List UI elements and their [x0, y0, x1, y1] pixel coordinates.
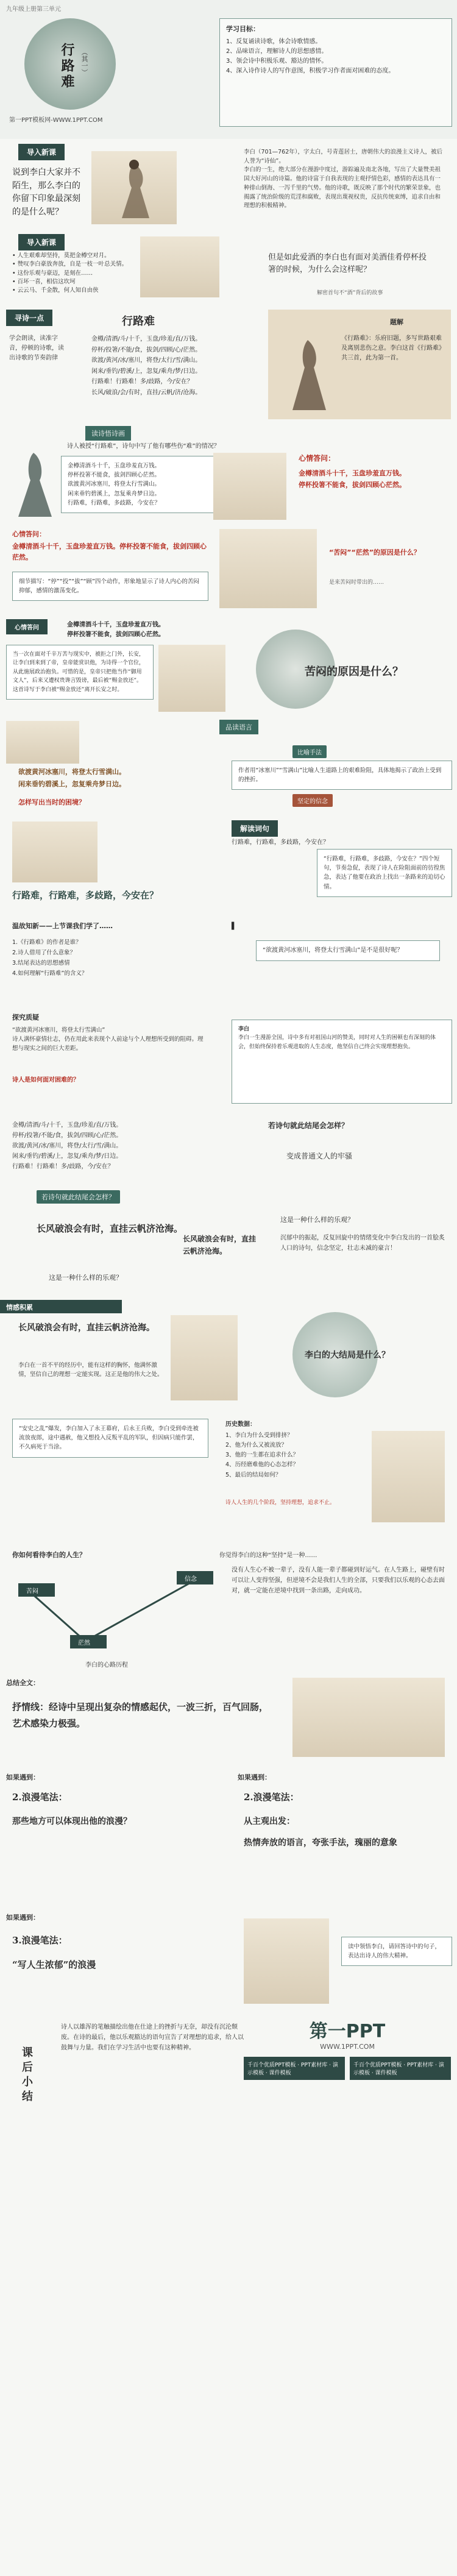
slide-20	[0, 2010, 457, 2576]
brand-logo: 第一PPT	[309, 2021, 386, 2042]
explain-text: 李白在一首不平的经历中，能有这样的胸怀，他满怀激情，坚信自己的理想一定能实现。这正是他的伟大之处。	[18, 1362, 163, 1378]
heart-title: 心情答问：	[12, 530, 46, 538]
slide-13	[0, 1208, 457, 1301]
slide-5	[0, 422, 457, 524]
section-tag: 读诗悟诗画	[85, 426, 131, 441]
slide-19	[0, 1906, 457, 2011]
slide-6	[0, 523, 457, 616]
section-tag: 寻诗一点	[6, 310, 52, 326]
summary-line-2: 2.浪漫笔法：	[244, 1792, 299, 1803]
brush-line: 长风破浪会有时，直挂云帆济沧海。	[18, 1323, 155, 1333]
belief-chip: 坚定的信念	[292, 794, 333, 807]
section-tag: 导入新课	[18, 234, 65, 250]
scroll-painting	[268, 310, 451, 419]
question-text: 这是一种什么样的乐观？	[49, 1274, 122, 1282]
poet-painting	[244, 1918, 329, 2004]
poem-with-pauses: 金樽/清酒/斗/十千，玉盘/珍羞/直/万钱。 停杯/投箸/不能/食，拔剑/四顾/心/茫然。 欲渡/黄河/冰/塞川，将登/太行/雪/满山。 闲来/垂钓/碧溪/上，忽复/乘舟/梦/日边。 行路难！行路难！多/歧路，今/安在？ 长风/破浪/会/有时，直挂/云帆/济/沧海。	[91, 336, 202, 396]
poem-lines: 金樽清酒斗十千，玉盘珍羞直万钱。 停杯投箸不能食，拔剑四顾心茫然。	[67, 622, 165, 638]
explain-box: “行路难，行路难，多歧路，今安在？”四个短句，节奏急促，表现了诗人在险阻面前的彷徨焦急，表达了他要在政治上找出一条路来的迫切心情。	[317, 849, 452, 897]
poet-figure-icon	[91, 151, 177, 224]
brand-sub: WWW.1PPT.COM	[320, 2043, 375, 2051]
li-bai-intro: 李白（701—762年），字太白，号青莲居士，唐朝伟大的浪漫主义诗人，被后人誉为“诗仙”。 李白的一生，绝大部分在漫游中度过，游踪遍及南北各地，写出了大量赞美祖国大好河山的诗篇。他的诗富于自我表现的主观抒情色彩，感情的表达具有一种排山倒海、一泻千里的气势。他的诗歌，既反映了那个时代的繁荣景象，也揭露了统治阶级的荒淫和腐败，表现出蔑视权贵，反抗传统束缚，追求自由和理想的积极精神。	[244, 149, 443, 210]
slide-1	[0, 0, 457, 140]
slide-15	[0, 1407, 457, 1545]
goals-title: 学习目标：	[226, 25, 260, 33]
answer-right: 变成普通文人的牢骚	[286, 1152, 353, 1160]
summary-text-2: 从主观出发：	[244, 1817, 295, 1826]
highlight-line-1: 欲渡黄河冰塞川，将登太行雪满山。	[18, 768, 126, 776]
big-question: 李白的大结局是什么？	[305, 1350, 390, 1360]
heart-lines: 金樽清酒斗十千，玉盘珍羞直万钱。 停杯投箸不能食，拔剑四顾心茫然。	[299, 469, 406, 489]
mood-caption: 李白的心路历程	[85, 1662, 128, 1669]
summary-line: 2.浪漫笔法：	[12, 1792, 68, 1803]
background-box: 当一次在面对千辛万苦与现实中，被拒之门外，长安， 让李白到来到了帝，皇帝能赏识他，为诗得一个官位，从此施展政治抱负。可惜的是，皇帝只把他当作“御用文人”，后来又遭权贵谗言毁谤，最后被“赐金放还”。这首诗写于李白被“赐金放还”离开长安之时。	[6, 645, 154, 700]
section-tag: 解读词句	[232, 820, 278, 837]
brush-line: 长风破浪会有时，直挂云帆济沧海。	[37, 1223, 183, 1234]
section-tag: 探究质疑	[12, 1013, 39, 1021]
reason-question: “苦闷”“茫然”的原因是什么？	[329, 548, 420, 556]
brush-line: 行路难，行路难，多歧路，今安在？	[12, 890, 159, 901]
next-section-tag: ▌	[232, 922, 237, 930]
brand-mini-2: 千百个优质PPT模板 · PPT素材库 · 演示模板 · 课件模板	[350, 2057, 451, 2080]
note-box: 读中领悟李白，请回答诗中的句子，表达出诗人的伟大精神。	[341, 1937, 452, 1966]
brand-area	[244, 2016, 451, 2089]
question-line: 行路难，行路难，多歧路，今安在？	[232, 839, 329, 846]
section-tag: 如果遇到：	[6, 1914, 40, 1921]
brush-line-2: 长风破浪会有时，直挂云帆济沧海。	[183, 1235, 257, 1256]
slide-3	[0, 230, 457, 305]
box-text: 李白一生漫游全国，诗中多有对祖国山河的赞美，同时对人生的困顿也有深刻的体会，但始终保持着乐观进取的人生态度，他坚信自己终会实现理想抱负。	[238, 1035, 436, 1050]
section-tag: 如果遇到：	[6, 1773, 40, 1781]
scroll-text: 《行路难》：乐府旧题，多写世路艰难及离别悲伤之意。李白这首《行路难》共三首，此为第一首。	[341, 335, 445, 361]
slide-9	[0, 815, 457, 917]
explore-note: 诗人是如何面对困难的？	[12, 1077, 79, 1084]
brand-mini-1: 千百个优质PPT模板 · PPT素材库 · 演示模板 · 课件模板	[244, 2057, 345, 2080]
section-tag: 心情答问	[6, 619, 48, 634]
section-tag: 品读语言	[219, 720, 258, 734]
question-text: 怎样写出当时的困境？	[18, 798, 85, 806]
question-text: 你如何看待李白的人生？	[12, 1551, 86, 1559]
answer-text: 沉郁中的振起，反复回旋中的情绪变化中李白发出的一首脍炙人口的诗句，信念坚定，壮志未减的豪言！	[280, 1235, 445, 1252]
summary-line: 3.浪漫笔法：	[12, 1935, 68, 1946]
poet-painting	[219, 529, 317, 608]
review-list: 1.《行路难》的作者是谁？ 2.诗人借用了什么意象？ 3.结尾表达的思想感情 4.如何理解“行路难”的含义？	[12, 939, 88, 978]
intro-list: • 人生艰难却坚持，莫把金樽空对月。 • 赞叹李白豪放奔放，自是一枝一叶总关情。 • 这份乐观与豪迈，是刻在…… • 百坏一喜，相信这坎坷 • 云云马、千金散，何人知自由侠	[12, 252, 128, 294]
intro-question: 说到李白大家并不陌生，那么李白的你留下印象最深刻的是什么呢？	[12, 168, 80, 218]
poem-question: 但是如此爱酒的李白也有面对美酒佳肴停杯投箸的时候，为什么会这样呢？	[268, 253, 427, 274]
explore-text: “欲渡黄河冰塞川，将登太行雪满山” 诗人满怀豪情壮志，仍在用此来表现个人前途与个人理想所受到的阻碍。理想与现实之间的巨大差距。	[12, 1027, 204, 1052]
heart-title: 心情答问：	[299, 454, 336, 463]
summary-question: 那些地方可以体现出他的浪漫？	[12, 1817, 132, 1826]
reflection-text: 没有人生心不被一辈子，没有人能一辈子都碰到好运气。在人生路上，碰壁有时可以让人变得坚强，但逆境不会是我们人生的全部，只要我们以乐观的心态去面对，就一定能在逆境中找到一条出路，走向成功。	[232, 1567, 445, 1594]
landscape-painting	[6, 721, 79, 764]
history-list: 1、李白为什么受到排挤？ 2、他为什么又被流放？ 3、他的一生都在追求什么？ 4、历经磨难他的心态怎样？ 5、最后的结局如何？	[225, 1432, 299, 1478]
poet-painting	[213, 453, 286, 520]
slide-7	[0, 614, 457, 716]
question-right: 若诗句就此结尾会怎样？	[268, 1121, 349, 1130]
poet-painting	[12, 821, 97, 882]
slide-16	[0, 1544, 457, 1673]
poem-box: 金樽清酒斗十千，玉盘珍羞直万钱。 停杯投箸不能食，拔剑四顾心茫然。 欲渡黄河冰塞川，将登太行雪满山。 闲来垂钓碧溪上，忽复乘舟梦日边。 行路难，行路难，多歧路，今安在？	[61, 456, 214, 513]
section-tag: 总结全文：	[6, 1679, 40, 1687]
box-title: 李白	[238, 1026, 250, 1032]
section-tag-2: 如果遇到：	[238, 1773, 271, 1781]
li-bai-painting	[91, 151, 177, 224]
slide-17	[0, 1672, 457, 1767]
section-tag: 导入新课	[18, 144, 65, 160]
poem-title: 行路难	[122, 315, 155, 328]
li-bai-box	[232, 1020, 452, 1104]
bubble-text: 是来苦闷时带出的……	[329, 580, 384, 586]
mood-label-1: 苦闷	[26, 1588, 38, 1595]
poem-lines: 金樽/清酒/斗/十千，玉盘/珍羞/直/万钱。 停杯/投箸/不能/食，拔剑/四顾/心/茫然。 欲渡/黄河/冰/塞川，将登/太行/雪/满山。 闲来/垂钓/碧溪/上，忽复/乘舟/梦/日边。 行路难！行路难！多/歧路，今/安在？	[12, 1122, 122, 1170]
highlight-lines: 金樽清酒斗十千，玉盘珍羞直万钱。停杯投箸不能食，拔剑四顾心茫然。	[12, 542, 207, 561]
caption-text: 解密首句不“酒”背后的故事	[317, 290, 383, 296]
poet-painting	[158, 645, 225, 712]
summary-text-3: 热情奔放的语言，夸张手法，瑰丽的意象	[244, 1838, 397, 1848]
scroll-title: 题解	[390, 318, 403, 326]
poem-subtitle: （其一）	[80, 49, 88, 76]
learning-goals-box	[219, 18, 452, 127]
list-title: 历史数据：	[225, 1421, 256, 1428]
drinking-painting	[140, 236, 219, 297]
mood-label-2: 茫然	[78, 1640, 90, 1647]
poet-figure-icon	[9, 447, 58, 520]
review-bubble: “欲渡黄河冰塞川，将登太行雪满山”是不是很好呢？	[256, 940, 440, 961]
summary-quote: “写人生浓郁”的浪漫	[12, 1959, 96, 1970]
highlight-line-2: 闲来垂钓碧溪上，忽复乘舟梦日边。	[18, 780, 126, 788]
poet-painting	[372, 1431, 445, 1522]
slide-8	[0, 715, 457, 817]
mood-line	[30, 1580, 195, 1641]
mood-label-3: 信念	[185, 1576, 197, 1583]
slide-10	[0, 916, 457, 1009]
mood-chart	[12, 1568, 219, 1666]
slide-18	[0, 1766, 457, 1907]
slide-12	[0, 1108, 457, 1210]
sidebar-title: 课后小结	[20, 2046, 33, 2105]
bubble-text: 你觉得李白的这种“坚持”是一种……	[219, 1552, 317, 1559]
closing-text: 诗人以雄浑的笔触描绘出他在仕途上的挫折与无奈，却没有沉沦颓废。在诗的最后，他以乐观豁达的语句宣告了对理想的追求，给人以鼓舞与力量。我们在学习生活中也要有这种精神。	[61, 2024, 244, 2051]
list-note: 诗人人生的几个阶段，坚持理想，追求不止。	[225, 1500, 336, 1506]
question-text: 诗人被授“行路难”，诗句中写了他有哪些伤“难”的情况？	[67, 443, 220, 450]
question-right: 这是一种什么样的乐观？	[280, 1216, 354, 1224]
summary-text: 抒情线：经诗中呈现出复杂的情感起伏，一波三折，百气回肠，艺术感染力极强。	[12, 1701, 269, 1729]
review-title: 温故知新——上节课我们学了……	[12, 922, 113, 930]
big-question: 苦闷的原因是什么？	[305, 665, 403, 678]
slide-header: 九年级上册第三单元	[6, 6, 61, 13]
slide-11	[0, 1007, 457, 1109]
explain-box: 作者用“冰塞川”“雪满山”比喻人生道路上的艰难险阻，具体地揭示了政治上受到的挫折。	[232, 761, 452, 790]
poet-painting	[171, 1315, 238, 1400]
slide-14	[0, 1300, 457, 1408]
detail-box: 细节描写：“停”“投”“拔”“顾”四个动作，形象地显示了诗人内心的苦闷抑郁，感情的激荡变化。	[12, 572, 208, 601]
slide-4	[0, 303, 457, 424]
slide-2	[0, 139, 457, 232]
poem-title: 行路难	[59, 43, 75, 90]
landscape-painting	[292, 1678, 445, 1757]
reading-tip: 学会朗读，读准字音，停顿的诗歌，读出诗歌的节奏韵律	[9, 335, 64, 361]
section-tag: 情感积累	[6, 1304, 33, 1311]
explain-chip: 比喻手法	[292, 745, 327, 758]
goals-list: 1、反复诵读诗歌，体会诗歌情感。 2、品味语言，理解诗人的思想感情。 3、领会诗中积极乐观、豁达的情怀。 4、深入诗作诗人的写作意图，积极学习作者面对困难的态度。	[226, 38, 395, 74]
question-chip: 若诗句就此结尾会怎样？	[37, 1190, 120, 1204]
history-quote: “安史之乱”爆发，李白加入了永王幕府，后永王兵败，李白受到牵连被流放夜郎，途中遇赦，他又想投入反叛平乱的军队，但因病只能作罢，不久病死于当涂。	[12, 1419, 208, 1458]
poet-figure-icon	[280, 334, 335, 413]
watermark-text: 第一PPT模板网-WWW.1PPT.COM	[9, 117, 103, 124]
